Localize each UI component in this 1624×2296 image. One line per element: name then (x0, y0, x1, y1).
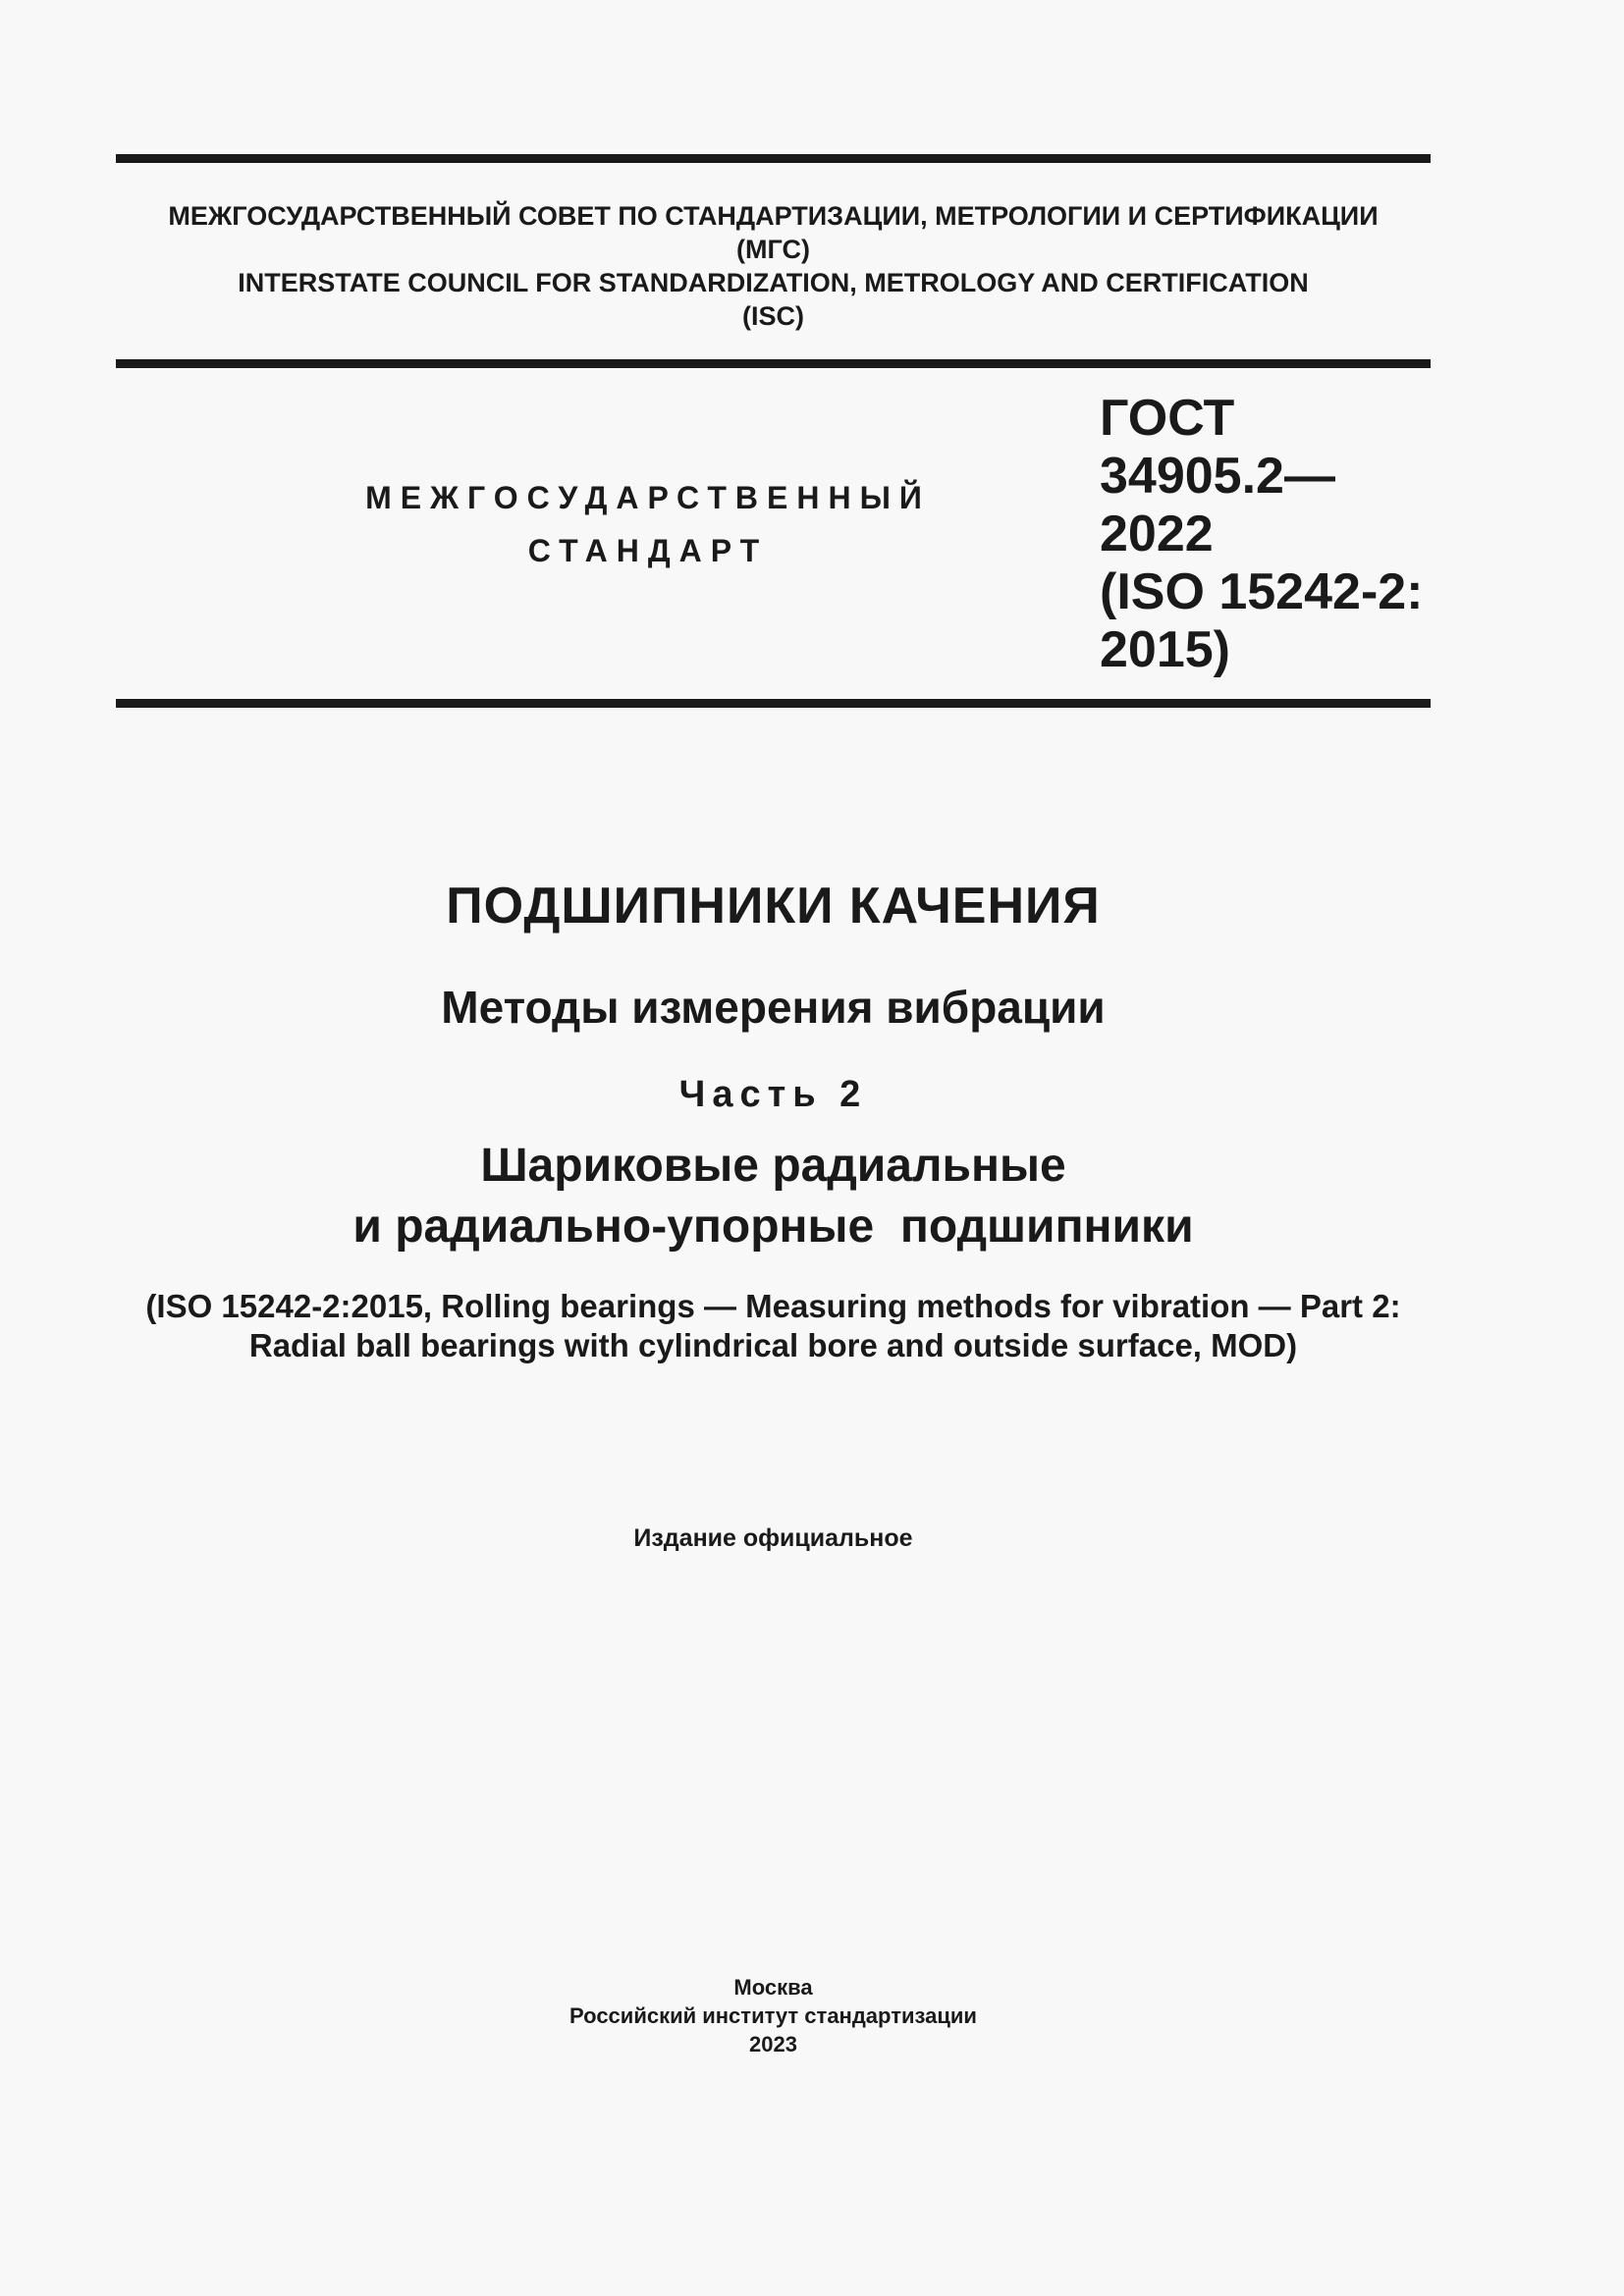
iso-reference-line2: Radial ball bearings with cylindrical bore and outside surface, MOD) (248, 1327, 1298, 1363)
publisher-year: 2023 (749, 2032, 797, 2056)
edition-note: Издание официальное (633, 1524, 913, 1552)
middle-rule (116, 359, 1431, 368)
designation-line3: 2022 (1100, 506, 1214, 562)
designation-line4: (ISO 15242-2: (1100, 563, 1424, 620)
publisher-institute: Российский институт стандартизации (569, 2003, 977, 2028)
lower-rule (116, 699, 1431, 708)
part-name (116, 1136, 1431, 1257)
top-rule (116, 154, 1431, 163)
iso-reference (116, 1287, 1431, 1365)
publisher-block (116, 1973, 1431, 2058)
designation-line2: 34905.2— (1100, 448, 1335, 505)
publisher-city: Москва (733, 1975, 813, 2000)
iso-reference-line1: (ISO 15242-2:2015, Rolling bearings — Measuring methods for vibration — Part 2: (145, 1288, 1401, 1324)
part-name-line2: и радиально-упорные подшипники (352, 1201, 1194, 1253)
council-name-en: INTERSTATE COUNCIL FOR STANDARDIZATION, METROLOGY AND CERTIFICATION (238, 268, 1309, 297)
part-name-line1: Шариковые радиальные (480, 1140, 1066, 1192)
standard-designation (1100, 390, 1424, 679)
standard-type-line2: СТАНДАРТ (527, 533, 769, 568)
council-name-ru: МЕЖГОСУДАРСТВЕННЫЙ СОВЕТ ПО СТАНДАРТИЗАЦИИ, МЕТРОЛОГИИ И СЕРТИФИКАЦИИ (168, 201, 1379, 231)
council-abbr-en: (ISC) (742, 301, 804, 331)
document-subtitle: Методы измерения вибрации (441, 982, 1106, 1033)
council-abbr-ru: (МГС) (736, 235, 810, 264)
part-number: Часть 2 (678, 1074, 868, 1115)
document-title: ПОДШИПНИКИ КАЧЕНИЯ (446, 878, 1101, 934)
designation-line5: 2015) (1100, 621, 1230, 678)
council-header (116, 199, 1431, 333)
designation-line1: ГОСТ (1100, 390, 1235, 447)
standard-type-line1: МЕЖГОСУДАРСТВЕННЫЙ (365, 480, 931, 515)
standard-type-label (324, 471, 972, 577)
